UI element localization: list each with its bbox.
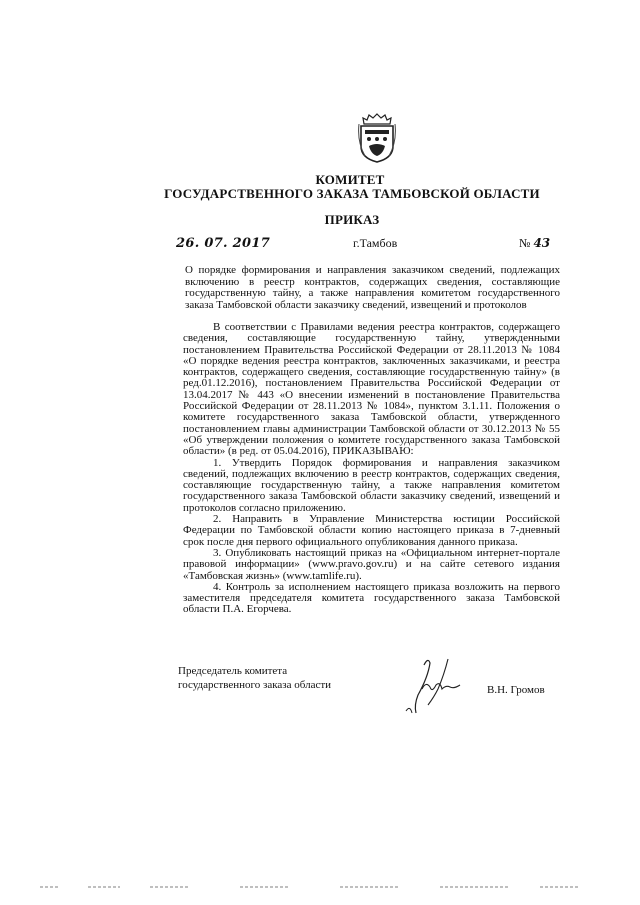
- doc-type-title: ПРИКАЗ: [324, 212, 380, 227]
- signatory-title-line1: Председатель комитета: [178, 665, 288, 677]
- order-number-value: 43: [533, 236, 551, 250]
- handwritten-signature: [388, 655, 468, 720]
- order-number-prefix: №: [519, 236, 531, 250]
- order-number: [519, 236, 550, 251]
- order-subject: О порядке формирования и направления заказчиком сведений, подлежащих включению в реестр контрактов, содержащих сведения, составляющие государственную тайну, а также направления комитетом государственного заказа Тамбовской области заказчику сведений, извещений и протоколов: [185, 264, 560, 311]
- order-item-3: 3. Опубликовать настоящий приказ на «Официальном интернет-портале правовой информации» (www.pravo.gov.ru) и на сайте сетевого издания «Тамбовская жизнь» (www.tamlife.ru).: [183, 546, 560, 582]
- order-city: г.Тамбов: [353, 236, 398, 250]
- coat-of-arms-icon: [355, 112, 399, 164]
- order-item-2: 2. Направить в Управление Министерства юстиции Российской Федерации по Тамбовской области копию настоящего приказа в 7-дневный срок после дня первого официального опубликования данного приказа.: [183, 513, 560, 548]
- signatory-title: [178, 664, 331, 692]
- scan-edge-marks: [40, 884, 600, 890]
- order-item-4: 4. Контроль за исполнением настоящего приказа возложить на первого заместителя председателя комитета государственного заказа Тамбовской области П.А. Егорчева.: [183, 580, 560, 616]
- preamble-paragraph: В соответствии с Правилами ведения реестра контрактов, содержащего сведения, составляющие государственную тайну, утвержденными постановлением Правительства Российской Федерации от 28.11.2013 № 1084 «О порядке ведения реестра контрактов, заключенных заказчиками, и реестра контрактов, содержащего сведения, составляющие государственную тайну» (в ред.01.12.2016), постановлением Правительства Российской Федерации от 13.04.2017 № 443 «О внесении изменений в постановление Правительства Российской Федерации от 28.11.2013 № 1084», пунктом 3.1.11. Положения о комитете государственного заказа Тамбовской области, утвержденного постановлением главы администрации Тамбовской области от 30.12.2013 № 55 «Об утверждении положения о комитете государственного заказа Тамбовской области» (в ред. от 05.04.2016), ПРИКАЗЫВАЮ:: [183, 321, 560, 458]
- order-date: 26. 07. 2017: [176, 236, 271, 251]
- signatory-title-line2: государственного заказа области: [178, 679, 332, 691]
- order-body: [183, 322, 560, 616]
- signatory-name: В.Н. Громов: [487, 684, 545, 696]
- org-title-line1: КОМИТЕТ: [315, 172, 385, 187]
- order-item-1: 1. Утвердить Порядок формирования и направления заказчиком сведений, подлежащих включению в реестр контрактов, содержащих сведения, составляющие государственную тайну, а также направления комитетом государственного заказа Тамбовской области заказчику сведений, извещений и протоколов согласно приложению.: [183, 456, 560, 514]
- org-title-line2: ГОСУДАРСТВЕННОГО ЗАКАЗА ТАМБОВСКОЙ ОБЛАСТИ: [164, 186, 540, 201]
